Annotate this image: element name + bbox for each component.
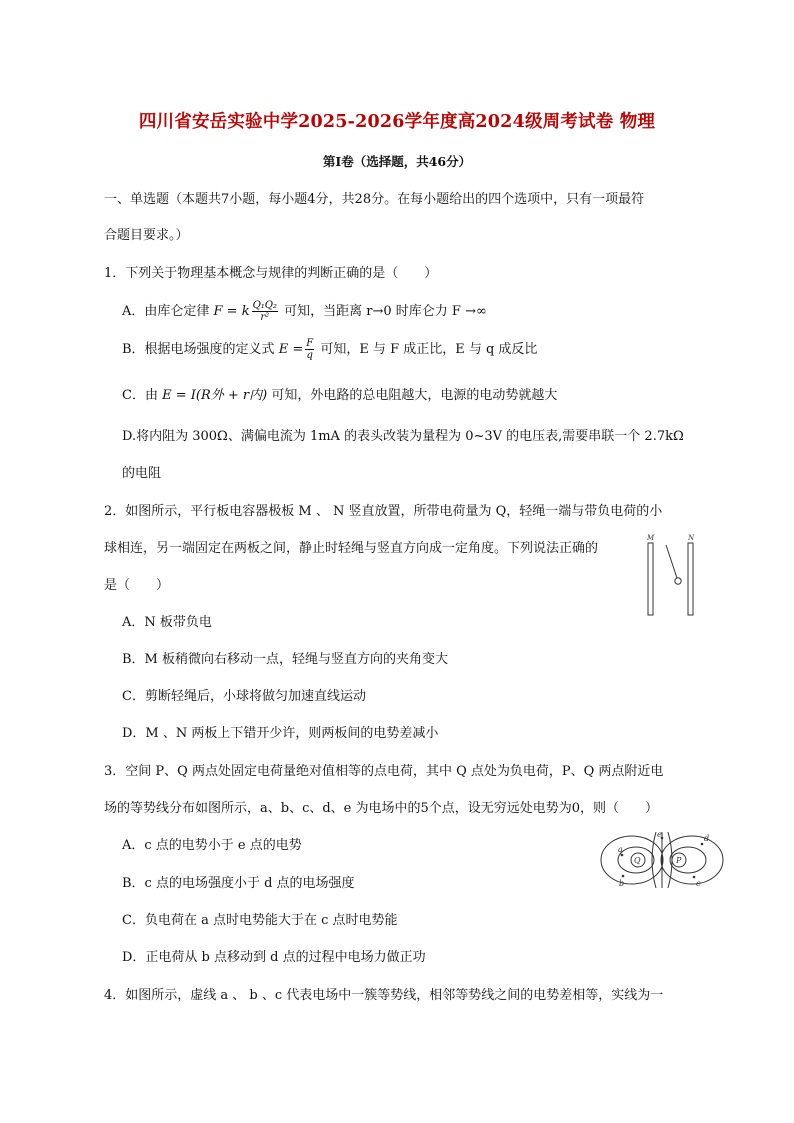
q2-stem-line1: 2．如图所示，平行板电容器极板 M 、 N 竖直放置，所带电荷量为 Q，轻绳一端与带负电荷的小: [104, 504, 663, 519]
q3-option-a: A．c 点的电势小于 e 点的电势: [122, 838, 302, 853]
q1-option-d-line2: 的电阻: [122, 466, 162, 481]
label-p: P: [676, 856, 682, 865]
point-d: [701, 843, 704, 846]
q1-b-fraction: [305, 338, 314, 361]
q1-option-c: [122, 384, 557, 403]
q3-option-b: B．c 点的电场强度小于 d 点的电场强度: [122, 876, 355, 891]
q1-option-d-line1: D.将内阻为 300Ω、满偏电流为 1mA 的表头改装为量程为 0~3V 的电压表,需要串联一个 2.7kΩ: [122, 429, 684, 444]
capacitor-figure: [640, 533, 700, 617]
label-d: d: [704, 834, 710, 843]
q1-c-prefix: C．由: [122, 388, 158, 403]
label-e: e: [657, 830, 662, 839]
plate-n: [688, 543, 693, 615]
q1-stem: 1．下列关于物理基本概念与规律的判断正确的是（ ）: [104, 266, 438, 281]
charged-ball: [675, 578, 681, 584]
string-line: [666, 545, 677, 578]
q1-option-b: [122, 338, 537, 361]
section-subtitle: 第I卷（选择题，共46分）: [322, 154, 472, 169]
q1-option-a: [122, 300, 487, 323]
q1-a-fraction: [252, 300, 278, 323]
q1-a-fraction-den: r²: [260, 312, 270, 323]
q1-c-suffix: 可知，外电路的总电阻越大，电源的电动势就越大: [271, 388, 558, 403]
q1-c-formula: E = I(R外 + r内): [162, 388, 268, 403]
q4-stem-line1: 4．如图所示，虚线 a 、 b 、c 代表电场中一簇等势线，相邻等势线之间的电势差相等，实线为一: [104, 988, 664, 1003]
point-c: [693, 876, 696, 879]
label-m: M: [647, 534, 655, 542]
q2-option-c: C．剪断轻绳后，小球将做匀加速直线运动: [122, 689, 366, 704]
q1-b-formula-lhs: E =: [278, 342, 304, 357]
q2-option-a: A．N 板带负电: [122, 615, 212, 630]
q2-option-b: B．M 板稍微向右移动一点，轻绳与竖直方向的夹角变大: [122, 652, 448, 667]
q3-stem-line1: 3．空间 P、Q 两点处固定电荷量绝对值相等的点电荷，其中 Q 点处为负电荷，P、Q 两点附近电: [104, 764, 664, 779]
q3-option-c: C．负电荷在 a 点时电势能大于在 c 点时电势能: [122, 913, 398, 928]
q2-stem-line3: 是（ ）: [104, 578, 170, 593]
exam-title: 四川省安岳实验中学2025-2026学年度高2024级周考试卷 物理: [138, 112, 656, 132]
q1-a-fraction-num: Q₁Q₂: [252, 300, 278, 311]
label-c: c: [696, 879, 701, 888]
equipotential-figure: [598, 828, 726, 890]
label-n: N: [688, 534, 695, 542]
q1-b-fraction-num: F: [306, 338, 314, 349]
point-a: [621, 854, 624, 857]
label-b: b: [619, 879, 625, 888]
q2-stem-line2: 球相连，另一端固定在两板之间，静止时轻绳与竖直方向成一定角度。下列说法正确的: [104, 541, 599, 556]
label-q: Q: [634, 856, 641, 865]
q2-option-d: D．M 、N 两板上下错开少许，则两板间的电势差减小: [122, 726, 439, 741]
plate-m: [648, 543, 653, 615]
q1-a-formula-lhs: F = k: [213, 304, 250, 319]
section1-instructions-line2: 合题目要求。）: [104, 228, 189, 243]
q1-b-prefix: B．根据电场强度的定义式: [122, 342, 275, 357]
q3-option-d: D．正电荷从 b 点移动到 d 点的过程中电场力做正功: [122, 950, 426, 965]
q3-stem-line2: 场的等势线分布如图所示，a、b、c、d、e 为电场中的5个点，设无穷远处电势为0，则（ ）: [104, 801, 659, 816]
label-a: a: [618, 845, 623, 854]
q1-b-suffix: 可知，E 与 F 成正比，E 与 q 成反比: [320, 342, 538, 357]
q1-b-fraction-den: q: [306, 350, 313, 361]
q1-a-suffix: 可知，当距离 r→0 时库仑力 F →∞: [284, 304, 487, 319]
point-b: [622, 875, 625, 878]
section1-instructions-line1: 一、单选题（本题共7小题，每小题4分，共28分。在每小题给出的四个选项中，只有一项最符: [104, 192, 645, 207]
q1-a-prefix: A．由库仑定律: [122, 304, 210, 319]
